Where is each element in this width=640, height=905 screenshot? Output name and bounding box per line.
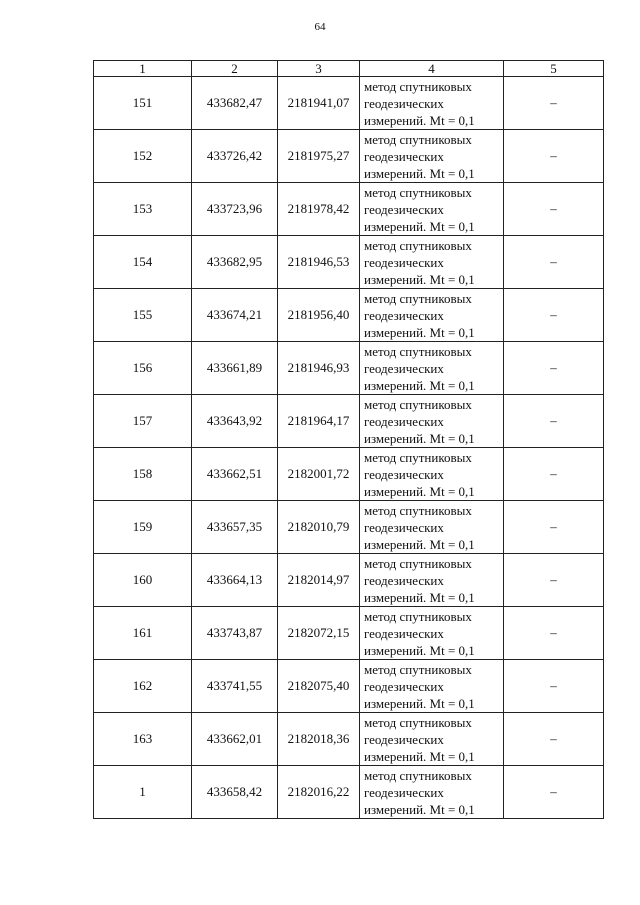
coord-y: 2181964,17 — [278, 395, 360, 448]
method-line: метод спутниковых — [364, 290, 472, 306]
point-number: 159 — [94, 501, 192, 554]
note-cell: – — [504, 554, 604, 607]
point-number: 161 — [94, 607, 192, 660]
coord-x: 433662,51 — [192, 448, 278, 501]
point-number: 162 — [94, 660, 192, 713]
table-row — [94, 183, 604, 236]
coord-x: 433682,95 — [192, 236, 278, 289]
method-line: метод спутниковых — [364, 396, 472, 412]
note-cell: – — [504, 607, 604, 660]
method-line: метод спутниковых — [364, 343, 472, 359]
point-number: 155 — [94, 289, 192, 342]
table-body — [94, 77, 604, 819]
page-number: 64 — [314, 21, 326, 33]
coord-y: 2181946,93 — [278, 342, 360, 395]
method-line: геодезических — [364, 201, 444, 217]
header-row — [94, 61, 604, 77]
header-col-1: 1 — [94, 61, 192, 77]
method-cell — [360, 554, 504, 607]
method-line: измерений. Mt = 0,1 — [364, 324, 475, 340]
method-cell — [360, 342, 504, 395]
method-line: геодезических — [364, 148, 444, 164]
table-row — [94, 289, 604, 342]
table-row — [94, 607, 604, 660]
point-number: 151 — [94, 77, 192, 130]
method-line: геодезических — [364, 519, 444, 535]
note-cell: – — [504, 660, 604, 713]
method-cell — [360, 236, 504, 289]
header-col-2: 2 — [192, 61, 278, 77]
coord-x: 433682,47 — [192, 77, 278, 130]
coord-y: 2181975,27 — [278, 130, 360, 183]
note-cell: – — [504, 183, 604, 236]
method-cell — [360, 130, 504, 183]
method-line: метод спутниковых — [364, 714, 472, 730]
note-cell: – — [504, 448, 604, 501]
table-row — [94, 77, 604, 130]
method-line: геодезических — [364, 360, 444, 376]
note-cell: – — [504, 289, 604, 342]
point-number: 158 — [94, 448, 192, 501]
method-line: измерений. Mt = 0,1 — [364, 377, 475, 393]
method-line: геодезических — [364, 731, 444, 747]
note-cell: – — [504, 713, 604, 766]
method-line: метод спутниковых — [364, 237, 472, 253]
coord-x: 433662,01 — [192, 713, 278, 766]
method-cell — [360, 766, 504, 819]
coord-x: 433743,87 — [192, 607, 278, 660]
header-col-4: 4 — [360, 61, 504, 77]
method-line: измерений. Mt = 0,1 — [364, 695, 475, 711]
method-line: измерений. Mt = 0,1 — [364, 112, 475, 128]
method-line: геодезических — [364, 307, 444, 323]
method-cell — [360, 501, 504, 554]
table-header — [94, 61, 604, 77]
coord-x: 433643,92 — [192, 395, 278, 448]
method-cell — [360, 660, 504, 713]
note-cell: – — [504, 395, 604, 448]
coord-y: 2182075,40 — [278, 660, 360, 713]
method-line: измерений. Mt = 0,1 — [364, 271, 475, 287]
method-line: метод спутниковых — [364, 661, 472, 677]
coord-y: 2182016,22 — [278, 766, 360, 819]
method-line: измерений. Mt = 0,1 — [364, 589, 475, 605]
coord-y: 2182072,15 — [278, 607, 360, 660]
point-number: 154 — [94, 236, 192, 289]
header-col-5: 5 — [504, 61, 604, 77]
method-line: геодезических — [364, 572, 444, 588]
point-number: 160 — [94, 554, 192, 607]
method-line: метод спутниковых — [364, 608, 472, 624]
table-row — [94, 713, 604, 766]
table-row — [94, 448, 604, 501]
method-line: измерений. Mt = 0,1 — [364, 483, 475, 499]
method-line: метод спутниковых — [364, 449, 472, 465]
point-number: 153 — [94, 183, 192, 236]
coord-y: 2181956,40 — [278, 289, 360, 342]
coord-y: 2182001,72 — [278, 448, 360, 501]
point-number: 156 — [94, 342, 192, 395]
method-line: измерений. Mt = 0,1 — [364, 642, 475, 658]
coord-x: 433657,35 — [192, 501, 278, 554]
coord-y: 2181978,42 — [278, 183, 360, 236]
coord-y: 2182018,36 — [278, 713, 360, 766]
coord-x: 433664,13 — [192, 554, 278, 607]
method-line: метод спутниковых — [364, 555, 472, 571]
method-cell — [360, 448, 504, 501]
method-line: геодезических — [364, 95, 444, 111]
method-line: измерений. Mt = 0,1 — [364, 218, 475, 234]
point-number: 1 — [94, 766, 192, 819]
note-cell: – — [504, 77, 604, 130]
note-cell: – — [504, 766, 604, 819]
method-line: метод спутниковых — [364, 767, 472, 783]
method-line: метод спутниковых — [364, 131, 472, 147]
coord-x: 433723,96 — [192, 183, 278, 236]
point-number: 163 — [94, 713, 192, 766]
coord-x: 433658,42 — [192, 766, 278, 819]
method-cell — [360, 183, 504, 236]
coord-y: 2182014,97 — [278, 554, 360, 607]
method-line: геодезических — [364, 466, 444, 482]
method-line: геодезических — [364, 625, 444, 641]
method-cell — [360, 395, 504, 448]
method-cell — [360, 77, 504, 130]
coord-y: 2181941,07 — [278, 77, 360, 130]
point-number: 157 — [94, 395, 192, 448]
table-row — [94, 342, 604, 395]
coordinates-table — [93, 60, 604, 819]
method-line: метод спутниковых — [364, 502, 472, 518]
method-cell — [360, 289, 504, 342]
note-cell: – — [504, 130, 604, 183]
table-row — [94, 766, 604, 819]
coord-x: 433661,89 — [192, 342, 278, 395]
method-line: метод спутниковых — [364, 78, 472, 94]
table-row — [94, 501, 604, 554]
method-line: геодезических — [364, 784, 444, 800]
method-line: измерений. Mt = 0,1 — [364, 430, 475, 446]
table-row — [94, 660, 604, 713]
coord-x: 433674,21 — [192, 289, 278, 342]
method-line: измерений. Mt = 0,1 — [364, 801, 475, 817]
table-row — [94, 554, 604, 607]
note-cell: – — [504, 236, 604, 289]
note-cell: – — [504, 501, 604, 554]
coord-x: 433726,42 — [192, 130, 278, 183]
table-row — [94, 236, 604, 289]
header-col-3: 3 — [278, 61, 360, 77]
method-line: геодезических — [364, 413, 444, 429]
method-line: метод спутниковых — [364, 184, 472, 200]
coord-y: 2181946,53 — [278, 236, 360, 289]
table-row — [94, 395, 604, 448]
coord-x: 433741,55 — [192, 660, 278, 713]
point-number: 152 — [94, 130, 192, 183]
method-line: измерений. Mt = 0,1 — [364, 748, 475, 764]
method-line: измерений. Mt = 0,1 — [364, 165, 475, 181]
coord-y: 2182010,79 — [278, 501, 360, 554]
method-line: измерений. Mt = 0,1 — [364, 536, 475, 552]
note-cell: – — [504, 342, 604, 395]
table-row — [94, 130, 604, 183]
method-cell — [360, 713, 504, 766]
method-cell — [360, 607, 504, 660]
method-line: геодезических — [364, 678, 444, 694]
method-line: геодезических — [364, 254, 444, 270]
